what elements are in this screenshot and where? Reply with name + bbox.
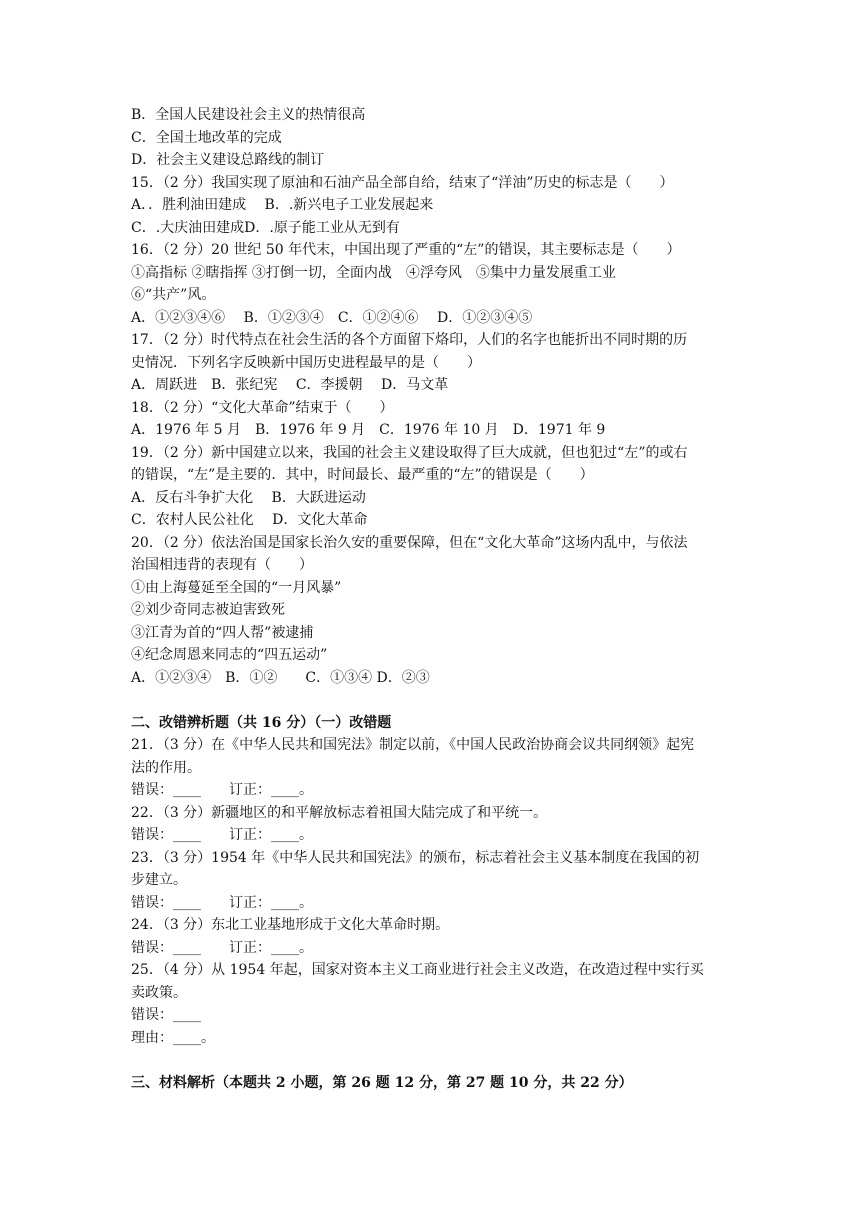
question-16-options: A．①②③④⑥ B．①②③④ C．①②④⑥ D．①②③④⑤ bbox=[131, 310, 533, 326]
question-20-item-2: ②刘少奇同志被迫害致死 bbox=[131, 602, 285, 618]
question-18-stem: 18．（2 分）“文化大革命”结束于（ ） bbox=[131, 400, 394, 416]
question-25-error-blank: 错误：____ bbox=[131, 1007, 201, 1023]
question-20-item-1: ①由上海蔓延至全国的“一月风暴” bbox=[131, 580, 342, 596]
question-25-reason-blank: 理由：____。 bbox=[131, 1030, 215, 1046]
question-22-answer-blanks: 错误：____ 订正：____。 bbox=[131, 827, 313, 843]
question-21-stem-line-1: 21．（3 分）在《中华人民共和国宪法》制定以前，《中国人民政治协商会议共同纲领》起宪 bbox=[131, 737, 695, 753]
question-19-stem-line-2: 的错误，“左”是主要的．其中，时间最长、最严重的“左”的错误是（ ） bbox=[131, 467, 594, 483]
question-22-stem: 22．（3 分）新疆地区的和平解放标志着祖国大陆完成了和平统一。 bbox=[131, 805, 548, 821]
option-c-line: C．全国土地改革的完成 bbox=[131, 130, 282, 146]
option-b-line: B．全国人民建设社会主义的热情很高 bbox=[131, 107, 366, 123]
question-20-item-3: ③江青为首的“四人帮”被逮捕 bbox=[131, 625, 314, 641]
question-25-stem-line-1: 25．（4 分）从 1954 年起，国家对资本主义工商业进行社会主义改造，在改造过程中实行买 bbox=[131, 962, 704, 978]
question-25-stem-line-2: 卖政策。 bbox=[131, 985, 187, 1001]
question-20-stem-line-2: 治国相违背的表现有（ ） bbox=[131, 557, 313, 573]
question-16-items-line-1: ①高指标 ②瞎指挥 ③打倒一切，全面内战 ④浮夸风 ⑤集中力量发展重工业 bbox=[131, 265, 616, 281]
question-17-stem-line-1: 17．（2 分）时代特点在社会生活的各个方面留下烙印，人们的名字也能折出不同时期的历 bbox=[131, 332, 688, 348]
question-20-stem-line-1: 20．（2 分）依法治国是国家长治久安的重要保障，但在“文化大革命”这场内乱中，与依法 bbox=[131, 535, 688, 551]
question-19-options-ab: A．反右斗争扩大化 B．大跃进运动 bbox=[131, 490, 366, 506]
question-17-options: A．周跃进 B．张纪宪 C．李援朝 D．马文革 bbox=[131, 377, 449, 393]
question-24-stem: 24．（3 分）东北工业基地形成于文化大革命时期。 bbox=[131, 917, 450, 933]
question-20-item-4: ④纪念周恩来同志的“四五运动” bbox=[131, 647, 328, 663]
section-3-heading: 三、材料解析（本题共 2 小题，第 26 题 12 分，第 27 题 10 分，共 22 分） bbox=[131, 1075, 633, 1091]
question-15-stem: 15．（2 分）我国实现了原油和石油产品全部自给，结束了“洋油”历史的标志是（ ） bbox=[131, 175, 674, 191]
question-23-stem-line-1: 23．（3 分）1954 年《中华人民共和国宪法》的颁布，标志着社会主义基本制度在我国的初 bbox=[131, 850, 700, 866]
question-21-stem-line-2: 法的作用。 bbox=[131, 760, 201, 776]
question-18-options: A．1976 年 5 月 B．1976 年 9 月 C．1976 年 10 月 D．1971 年 9 bbox=[131, 422, 606, 438]
question-23-answer-blanks: 错误：____ 订正：____。 bbox=[131, 895, 313, 911]
question-15-options-ab: A．．胜利油田建成 B．.新兴电子工业发展起来 bbox=[131, 197, 434, 213]
question-20-options: A．①②③④ B．①② C．①③④ D．②③ bbox=[131, 670, 430, 686]
question-21-answer-blanks: 错误：____ 订正：____。 bbox=[131, 782, 313, 798]
question-16-stem: 16．（2 分）20 世纪 50 年代末，中国出现了严重的“左”的错误，其主要标志是（ ） bbox=[131, 242, 681, 258]
question-23-stem-line-2: 步建立。 bbox=[131, 872, 187, 888]
question-19-options-cd: C．农村人民公社化 D．文化大革命 bbox=[131, 512, 368, 528]
option-d-line: D．社会主义建设总路线的制订 bbox=[131, 152, 325, 168]
question-16-items-line-2: ⑥“共产”风。 bbox=[131, 287, 216, 303]
question-24-answer-blanks: 错误：____ 订正：____。 bbox=[131, 940, 313, 956]
section-2-heading: 二、改错辨析题（共 16 分）（一）改错题 bbox=[131, 715, 392, 731]
question-17-stem-line-2: 史情况．下列名字反映新中国历史进程最早的是（ ） bbox=[131, 355, 481, 371]
question-15-options-cd: C．.大庆油田建成D．.原子能工业从无到有 bbox=[131, 220, 400, 236]
question-19-stem-line-1: 19．（2 分）新中国建立以来，我国的社会主义建设取得了巨大成就，但也犯过“左”的或右 bbox=[131, 445, 688, 461]
